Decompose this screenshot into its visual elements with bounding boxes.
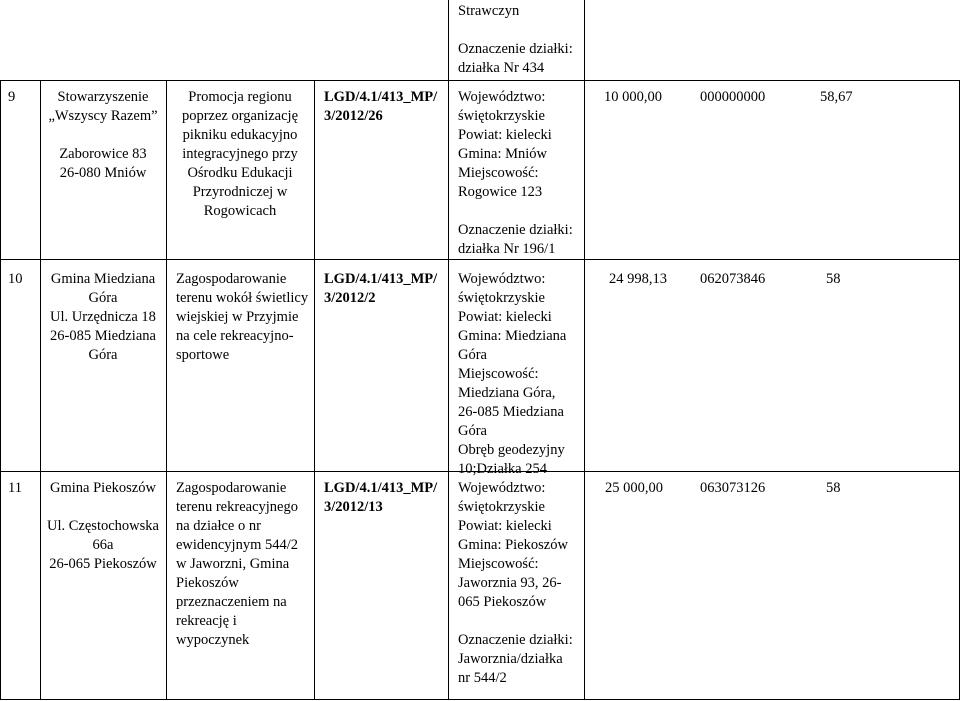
grid-line — [0, 259, 959, 260]
applicant-line: Góra — [88, 347, 118, 363]
task-line: integracyjnego przy — [182, 146, 298, 162]
applicant-cell — [40, 88, 166, 183]
location-line: świętokrzyskie — [458, 290, 545, 306]
id-number-cell — [700, 270, 765, 289]
applicant-cell — [40, 479, 166, 574]
applicant-cell — [40, 270, 166, 365]
task-line: ewidencyjnym 544/2 — [176, 537, 299, 553]
location-line: Powiat: kielecki — [458, 309, 552, 325]
task-line: terenu rekreacyjnego — [176, 499, 298, 515]
location-line: Województwo: — [458, 480, 546, 496]
task-cell — [166, 88, 314, 221]
ref-line: 3/2012/26 — [324, 108, 383, 124]
task-cell — [176, 270, 308, 365]
amount-cell — [609, 270, 667, 289]
top-location-cell — [458, 2, 573, 78]
location-line: Województwo: — [458, 271, 546, 287]
id-number-value: 062073846 — [700, 271, 766, 287]
task-line: Przyrodniczej w — [192, 184, 288, 200]
location-line: świętokrzyskie — [458, 499, 545, 515]
grid-line — [314, 80, 315, 700]
location-line: Miejscowość: — [458, 556, 539, 572]
id-number-value: 000000000 — [700, 89, 766, 105]
location-line: nr 544/2 — [458, 670, 507, 686]
applicant-line — [40, 126, 166, 145]
location-line: Obręb geodezyjny — [458, 442, 565, 458]
location-line: Gmina: Miedziana — [458, 328, 567, 344]
applicant-line: Zaborowice 83 — [59, 146, 147, 162]
task-line: Promocja regionu — [188, 89, 292, 105]
location-line: Powiat: kielecki — [458, 127, 552, 143]
locality-text: Strawczyn — [458, 3, 520, 19]
amount-value: 10 000,00 — [604, 89, 662, 105]
grid-line — [448, 80, 449, 700]
location-line — [458, 612, 573, 631]
task-line: rekreację i — [176, 613, 237, 629]
location-line: działka Nr 196/1 — [458, 241, 556, 257]
lp-number: 9 — [8, 89, 16, 105]
ref-cell — [324, 88, 437, 126]
ref-cell — [324, 270, 437, 308]
task-line: Zagospodarowanie — [176, 480, 287, 496]
task-line: wiejskiej w Przyjmie — [176, 309, 299, 325]
location-line: Jaworznia/działka — [458, 651, 563, 667]
location-line: Jaworznia 93, 26- — [458, 575, 562, 591]
id-number-value: 063073126 — [700, 480, 766, 496]
points-cell — [826, 479, 841, 498]
ref-line: LGD/4.1/413_MP/ — [324, 480, 438, 496]
applicant-line: „Wszyscy Razem” — [48, 108, 158, 124]
id-number-cell — [700, 88, 765, 107]
applicant-line: Ul. Częstochowska — [47, 518, 159, 534]
spacer — [458, 21, 573, 40]
location-line: Miejscowość: — [458, 366, 539, 382]
ref-cell — [324, 479, 437, 517]
task-line: Piekoszów — [176, 575, 239, 591]
points-cell — [820, 88, 853, 107]
task-line: Ośrodku Edukacji — [187, 165, 293, 181]
applicant-line — [40, 498, 166, 517]
location-cell — [458, 270, 566, 479]
amount-cell — [604, 88, 662, 107]
grid-line — [0, 699, 959, 700]
location-cell — [458, 88, 573, 259]
lp-cell — [8, 479, 22, 498]
applicant-line: 66a — [92, 537, 114, 553]
applicant-line: Ul. Urzędnicza 18 — [50, 309, 156, 325]
task-line: poprzez organizację — [181, 108, 299, 124]
location-line: Oznaczenie działki: — [458, 222, 573, 238]
grid-line — [0, 80, 959, 81]
plot-label: Oznaczenie działki: — [458, 41, 573, 57]
task-line: Zagospodarowanie — [176, 271, 287, 287]
ref-line: 3/2012/2 — [324, 290, 376, 306]
points-value: 58,67 — [820, 89, 853, 105]
task-line: sportowe — [176, 347, 230, 363]
location-line: Województwo: — [458, 89, 546, 105]
location-cell — [458, 479, 573, 688]
applicant-line: 26-065 Piekoszów — [49, 556, 157, 572]
location-line: Powiat: kielecki — [458, 518, 552, 534]
task-line: wypoczynek — [176, 632, 250, 648]
ref-line: LGD/4.1/413_MP/ — [324, 271, 438, 287]
task-line: pikniku edukacyjno — [182, 127, 298, 143]
location-line: Miejscowość: — [458, 165, 539, 181]
location-line: Oznaczenie działki: — [458, 632, 573, 648]
location-line: świętokrzyskie — [458, 108, 545, 124]
task-line: Rogowicach — [203, 203, 277, 219]
task-line: na działce o nr — [176, 518, 261, 534]
ref-line: LGD/4.1/413_MP/ — [324, 89, 438, 105]
grid-line — [0, 80, 1, 700]
location-line: Góra — [458, 347, 487, 363]
applicant-line: Gmina Miedziana — [50, 271, 156, 287]
location-line: Miedziana Góra, — [458, 385, 556, 401]
plot-value: działka Nr 434 — [458, 60, 545, 76]
location-line: 065 Piekoszów — [458, 594, 547, 610]
lp-cell — [8, 270, 23, 289]
location-line — [458, 202, 573, 221]
amount-value: 24 998,13 — [609, 271, 667, 287]
lp-number: 11 — [8, 480, 22, 496]
applicant-line: Gmina Piekoszów — [50, 480, 156, 496]
task-line: terenu wokół świetlicy — [176, 290, 309, 306]
points-value: 58 — [826, 271, 841, 287]
lp-cell — [8, 88, 15, 107]
applicant-line: 26-085 Miedziana — [50, 328, 156, 344]
grid-line — [584, 0, 585, 80]
grid-line — [448, 0, 449, 80]
location-line: 10;Działka 254 — [458, 461, 547, 477]
task-line: w Jaworzni, Gmina — [176, 556, 290, 572]
task-line: przeznaczeniem na — [176, 594, 287, 610]
amount-cell — [605, 479, 663, 498]
location-line: 26-085 Miedziana — [458, 404, 564, 420]
applicant-line: Góra — [88, 290, 118, 306]
grid-line — [584, 80, 585, 700]
ref-line: 3/2012/13 — [324, 499, 383, 515]
location-line: Rogowice 123 — [458, 184, 543, 200]
points-cell — [826, 270, 841, 289]
lp-number: 10 — [8, 271, 23, 287]
task-cell — [176, 479, 298, 650]
location-line: Góra — [458, 423, 487, 439]
points-value: 58 — [826, 480, 841, 496]
location-line: Gmina: Mniów — [458, 146, 548, 162]
id-number-cell — [700, 479, 765, 498]
task-line: na cele rekreacyjno- — [176, 328, 294, 344]
amount-value: 25 000,00 — [605, 480, 663, 496]
applicant-line: Stowarzyszenie — [57, 89, 149, 105]
applicant-line: 26-080 Mniów — [59, 165, 147, 181]
location-line: Gmina: Piekoszów — [458, 537, 568, 553]
